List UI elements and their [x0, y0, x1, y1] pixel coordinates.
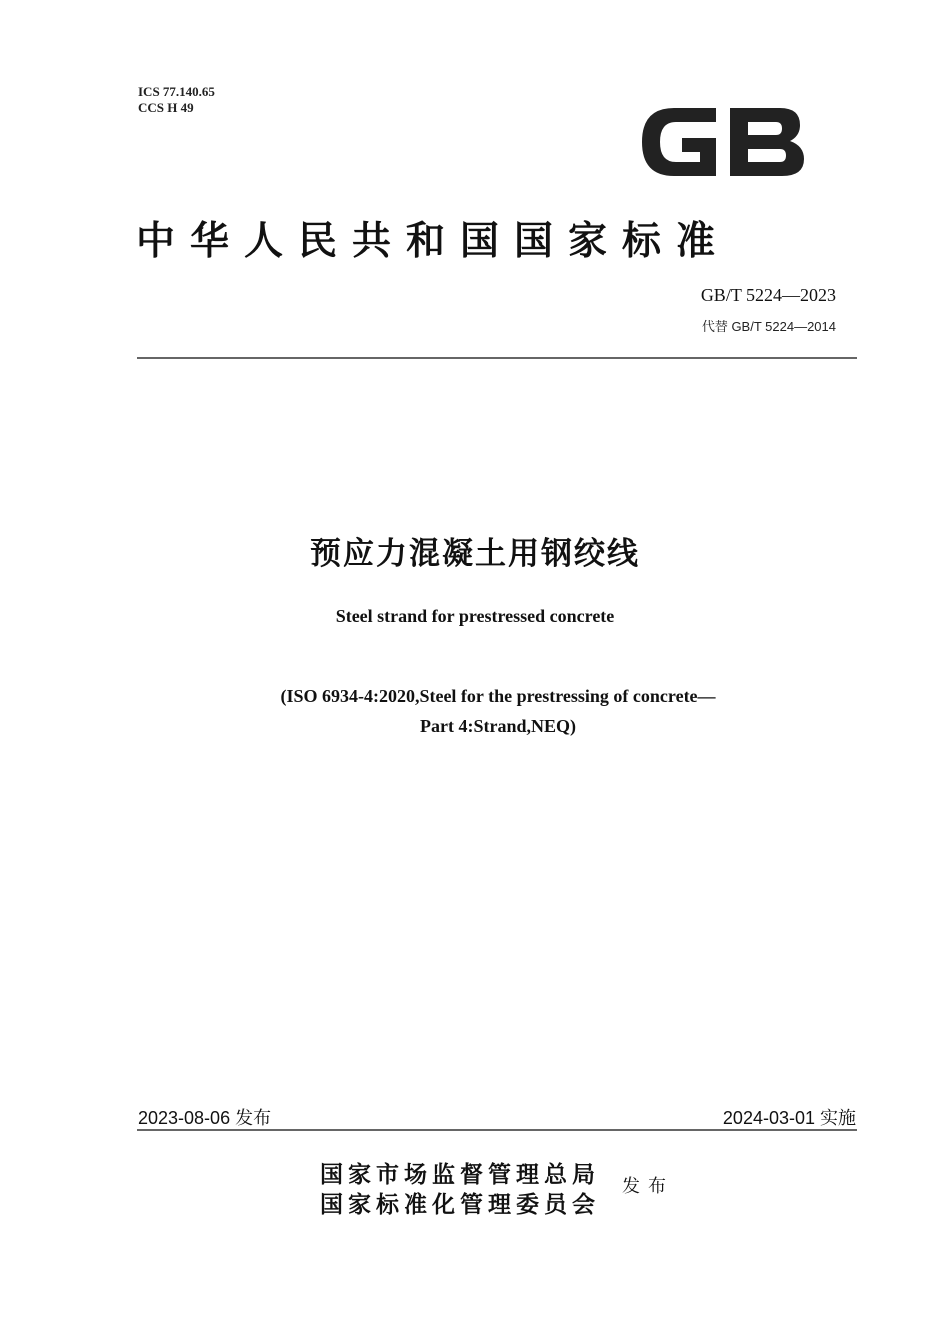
issuer-samr: 国家市场监督管理总局 — [320, 1161, 600, 1188]
ics-code: ICS 77.140.65 — [138, 84, 215, 99]
gb-logo — [634, 98, 810, 186]
issue-label: 发布 — [622, 1176, 674, 1197]
national-standard-heading: 中华人民共和国国家标准 — [136, 218, 731, 264]
ccs-code: CCS H 49 — [138, 100, 194, 115]
publish-date: 2023-08-06 发布 — [138, 1108, 272, 1128]
effective-date: 2024-03-01 实施 — [722, 1108, 856, 1128]
footer-divider — [137, 1129, 857, 1131]
title-english: Steel strand for prestressed concrete — [335, 606, 615, 626]
replaces-standard: 代替 GB/T 5224—2014 — [701, 319, 836, 334]
title-chinese: 预应力混凝土用钢绞线 — [310, 536, 640, 572]
issuer-sac: 国家标准化管理委员会 — [320, 1191, 600, 1218]
header-divider — [137, 357, 857, 359]
iso-reference-line2: Part 4:Strand,NEQ) — [420, 716, 576, 736]
standard-number: GB/T 5224—2023 — [700, 285, 836, 305]
classification-codes — [138, 84, 215, 116]
iso-reference-line1: (ISO 6934-4:2020,Steel for the prestressing of concrete— — [280, 686, 716, 706]
